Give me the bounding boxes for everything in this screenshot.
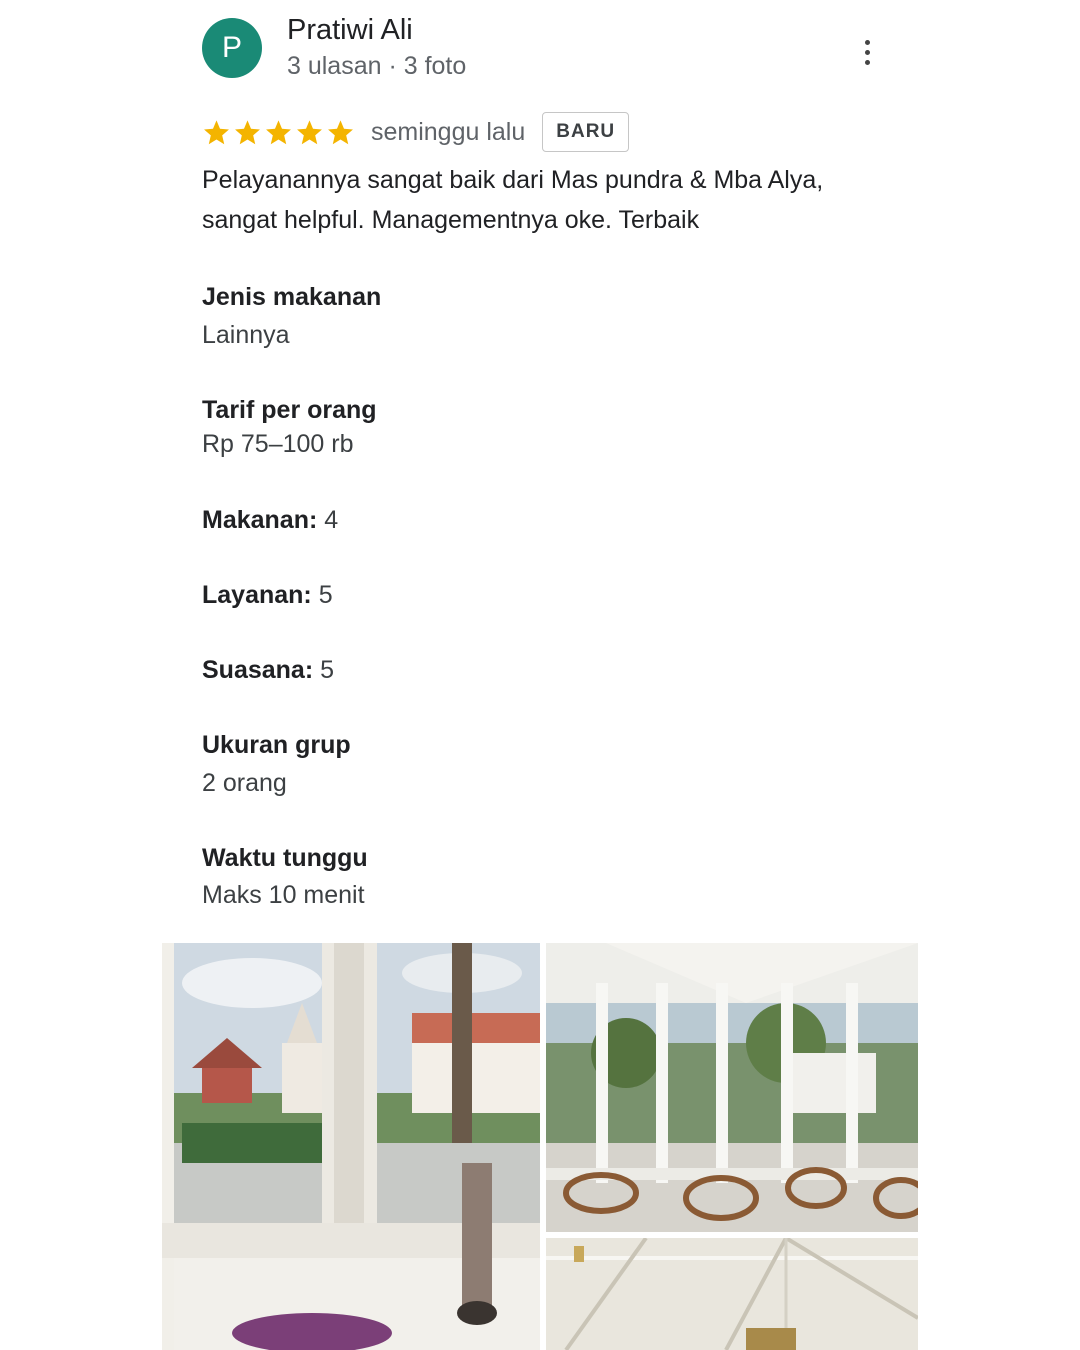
- food-type-label: Jenis makanan: [202, 283, 382, 311]
- group-size-value: 2 orang: [202, 769, 287, 797]
- review-time: seminggu lalu: [371, 117, 526, 146]
- review-photo-interior[interactable]: [546, 943, 918, 1232]
- wait-time-label: Waktu tunggu: [202, 844, 368, 872]
- review-photo-ceiling[interactable]: [546, 1238, 918, 1350]
- avatar[interactable]: [202, 18, 262, 78]
- star-icon: [264, 118, 293, 147]
- star-rating: [202, 118, 355, 147]
- group-size-label: Ukuran grup: [202, 731, 351, 759]
- price-label: Tarif per orang: [202, 396, 377, 424]
- service-rating-value: 5: [318, 581, 333, 609]
- wait-time-value: Maks 10 menit: [202, 881, 365, 909]
- atmosphere-rating-label: Suasana:: [202, 656, 314, 684]
- star-icon: [295, 118, 324, 147]
- food-type-value: Lainnya: [202, 321, 290, 349]
- reviewer-meta: 3 ulasan · 3 foto: [287, 52, 467, 80]
- star-icon: [202, 118, 231, 147]
- food-rating-label: Makanan:: [202, 506, 318, 534]
- review-text: Pelayanannya sangat baik dari Mas pundra & Mba Alya, sangat helpful. Managementnya oke. Terbaik: [202, 166, 824, 234]
- service-rating-label: Layanan:: [202, 581, 312, 609]
- reviewer-name[interactable]: Pratiwi Ali: [287, 14, 413, 46]
- food-rating-value: 4: [324, 506, 339, 534]
- price-value: Rp 75–100 rb: [202, 430, 354, 458]
- review-photo-window-view[interactable]: [162, 943, 540, 1350]
- atmosphere-rating: [202, 656, 334, 685]
- avatar-initial: P: [221, 31, 242, 64]
- more-vertical-icon[interactable]: [852, 34, 882, 70]
- star-icon: [233, 118, 262, 147]
- food-rating: [202, 506, 338, 535]
- star-icon: [326, 118, 355, 147]
- service-rating: [202, 581, 333, 610]
- rating-row: [202, 112, 629, 152]
- new-badge: BARU: [542, 112, 629, 152]
- atmosphere-rating-value: 5: [320, 656, 335, 684]
